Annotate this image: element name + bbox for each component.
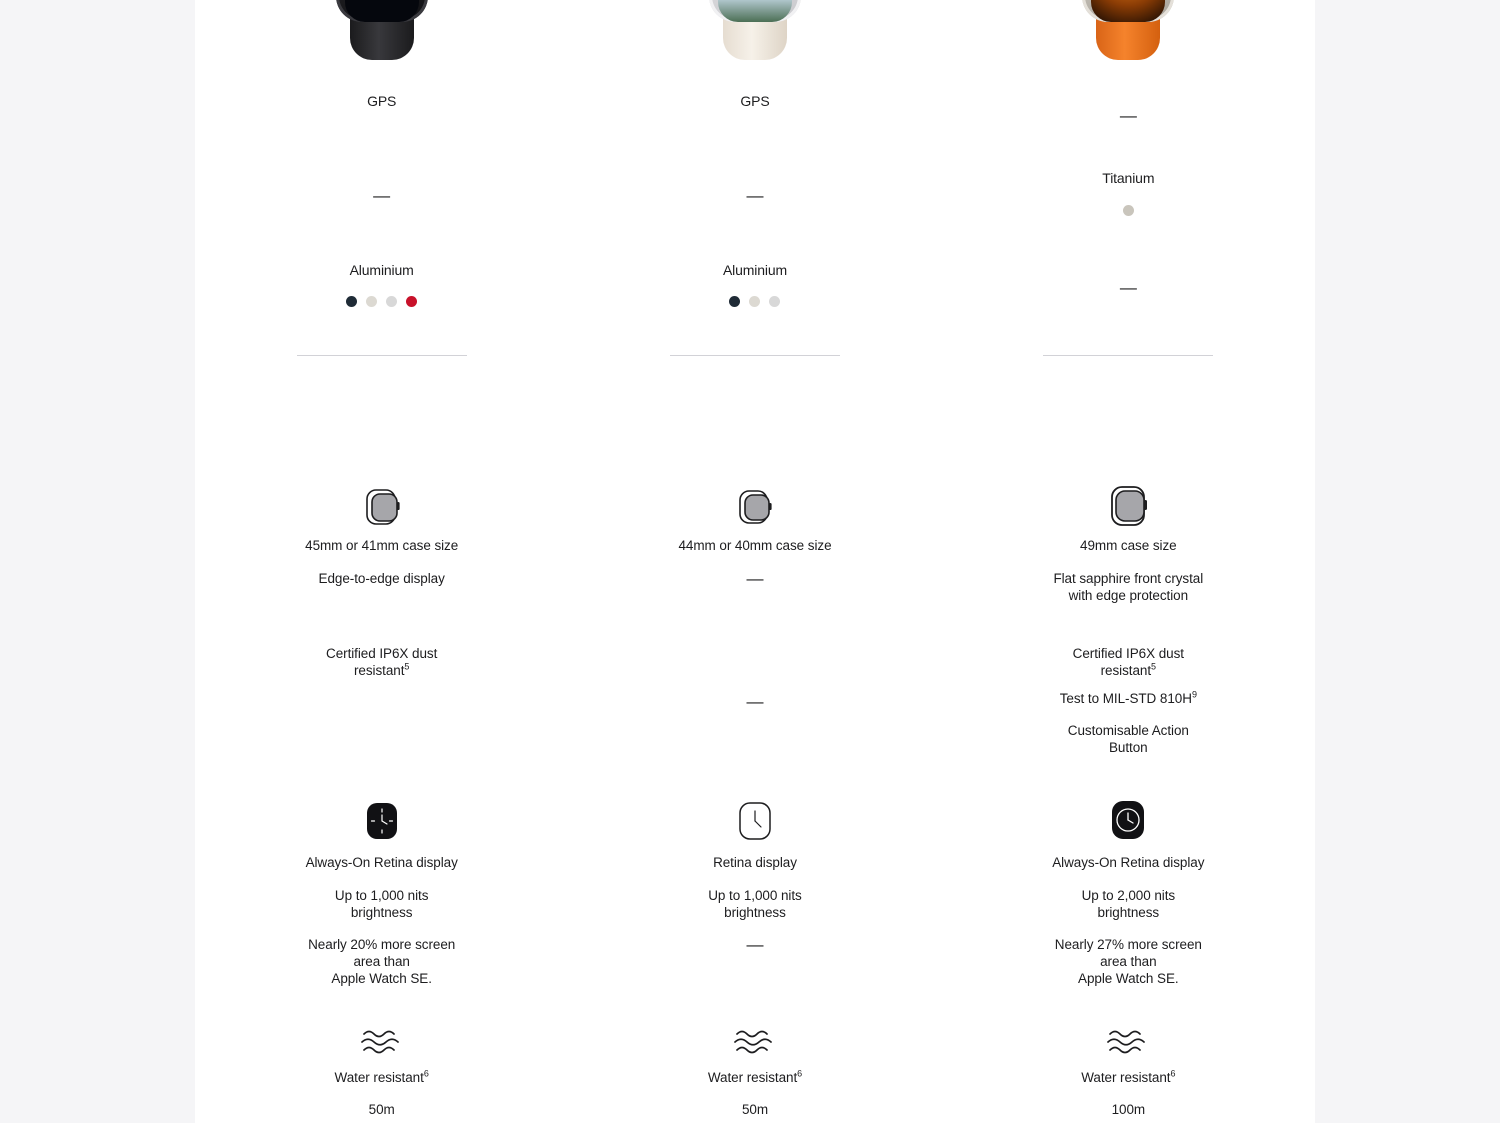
durability-mil-std-footnote: 9 [1191, 689, 1197, 700]
swatch-midnight[interactable] [729, 296, 740, 307]
water-waves-icon [356, 1024, 408, 1060]
design-detail-dash: — [746, 569, 764, 588]
durability-mil-std [942, 690, 1315, 707]
water-waves-icon [1102, 1024, 1154, 1060]
water-resistant-text: Water resistant [334, 1070, 424, 1085]
watch-screen [345, 0, 419, 22]
durability-line-2-text: resistant [1100, 663, 1152, 678]
water-resistant-label [568, 1069, 941, 1086]
display-area-1: Nearly 27% more screen [1054, 937, 1202, 952]
display-brightness-2: brightness [724, 905, 786, 920]
design-detail-line-2: with edge protection [1068, 588, 1189, 603]
design-detail-text: Edge-to-edge display [318, 571, 445, 586]
connectivity-secondary-dash: — [746, 186, 764, 205]
display-title: Always-On Retina display [1052, 855, 1205, 870]
watch-screen [1091, 0, 1165, 22]
swatch-silver[interactable] [769, 296, 780, 307]
case-size-text: 44mm or 40mm case size [678, 538, 832, 553]
display-area-1: Nearly 20% more screen [308, 937, 456, 952]
display-brightness-2: brightness [350, 905, 413, 920]
watch-screen [718, 0, 792, 22]
connectivity-label: GPS [367, 93, 397, 109]
display-brightness-1: Up to 1,000 nits [334, 888, 429, 903]
watch-image-ultra [1038, 0, 1218, 60]
display-icon [733, 800, 777, 844]
watch-image-se [665, 0, 845, 60]
case-size-icon [731, 485, 779, 529]
column-divider [297, 355, 467, 356]
case-size-icon [1102, 483, 1154, 531]
product-column-se [568, 0, 941, 1123]
watch-case [336, 0, 428, 22]
water-resistant-label [942, 1069, 1315, 1086]
durability-mil-std-text: Test to MIL-STD 810H [1059, 691, 1192, 706]
water-resistant-label [195, 1069, 568, 1086]
durability-footnote: 5 [1151, 661, 1156, 672]
display-brightness-1: Up to 2,000 nits [1081, 888, 1176, 903]
water-waves-icon [729, 1024, 781, 1060]
connectivity-secondary-dash: — [373, 186, 391, 205]
swatch-starlight[interactable] [366, 296, 377, 307]
display-icon [360, 800, 404, 844]
display-area-3: Apple Watch SE. [331, 971, 432, 986]
case-size-text: 49mm case size [1080, 538, 1177, 553]
durability-line-1: Certified IP6X dust [1072, 646, 1184, 661]
connectivity-dash: — [1119, 106, 1137, 125]
column-divider [670, 355, 840, 356]
swatch-midnight[interactable] [346, 296, 357, 307]
column-divider [1043, 355, 1213, 356]
watch-case [709, 0, 801, 22]
display-area-dash: — [746, 935, 764, 954]
display-area-2: area than [353, 954, 410, 969]
display-title: Always-On Retina display [305, 855, 458, 870]
comparison-columns [195, 0, 1315, 1123]
case-size-icon [358, 485, 406, 529]
watch-case [1082, 0, 1174, 22]
durability-line-2 [195, 662, 568, 679]
product-column-series-8 [195, 0, 568, 1123]
material-swatches [942, 205, 1315, 216]
display-title: Retina display [713, 855, 797, 870]
swatch-silver[interactable] [386, 296, 397, 307]
product-column-ultra [942, 0, 1315, 1123]
durability-footnote: 5 [404, 661, 410, 672]
durability-line-1-text: Certified IP6X dust [326, 646, 438, 661]
durability-line-1 [195, 645, 568, 662]
display-brightness-2: brightness [1097, 905, 1160, 920]
water-depth: 50m [741, 1102, 769, 1117]
display-icon [1104, 798, 1152, 846]
material-label: Aluminium [722, 262, 788, 278]
material-swatches [195, 296, 568, 307]
comparison-sheet [195, 0, 1315, 1123]
material-label: Aluminium [349, 262, 414, 278]
water-resistant-text: Water resistant [1081, 1070, 1171, 1085]
water-footnote: 6 [423, 1068, 429, 1079]
action-button-line-2: Button [1109, 740, 1148, 755]
swatch-titanium[interactable] [1123, 205, 1134, 216]
durability-line-2 [942, 662, 1315, 679]
water-footnote: 6 [797, 1068, 803, 1079]
action-button-line-1: Customisable Action [1067, 723, 1189, 738]
water-depth: 100m [1111, 1102, 1146, 1117]
water-footnote: 6 [1170, 1068, 1176, 1079]
material-swatches [568, 296, 941, 307]
water-depth: 50m [368, 1102, 395, 1117]
connectivity-label: GPS [740, 93, 770, 109]
durability-line-2-text: resistant [353, 663, 405, 678]
material-label: Titanium [1102, 170, 1155, 186]
watch-image-series-8 [292, 0, 472, 60]
durability-dash: — [746, 692, 764, 711]
swatch-product-red[interactable] [406, 296, 417, 307]
water-resistant-text: Water resistant [707, 1070, 798, 1085]
design-detail-line-1: Flat sapphire front crystal [1053, 571, 1204, 586]
swatch-starlight[interactable] [749, 296, 760, 307]
case-size-text: 45mm or 41mm case size [305, 538, 459, 553]
display-area-3: Apple Watch SE. [1078, 971, 1179, 986]
display-brightness-1: Up to 1,000 nits [708, 888, 802, 903]
display-area-2: area than [1100, 954, 1157, 969]
material-secondary-dash: — [1119, 278, 1137, 297]
